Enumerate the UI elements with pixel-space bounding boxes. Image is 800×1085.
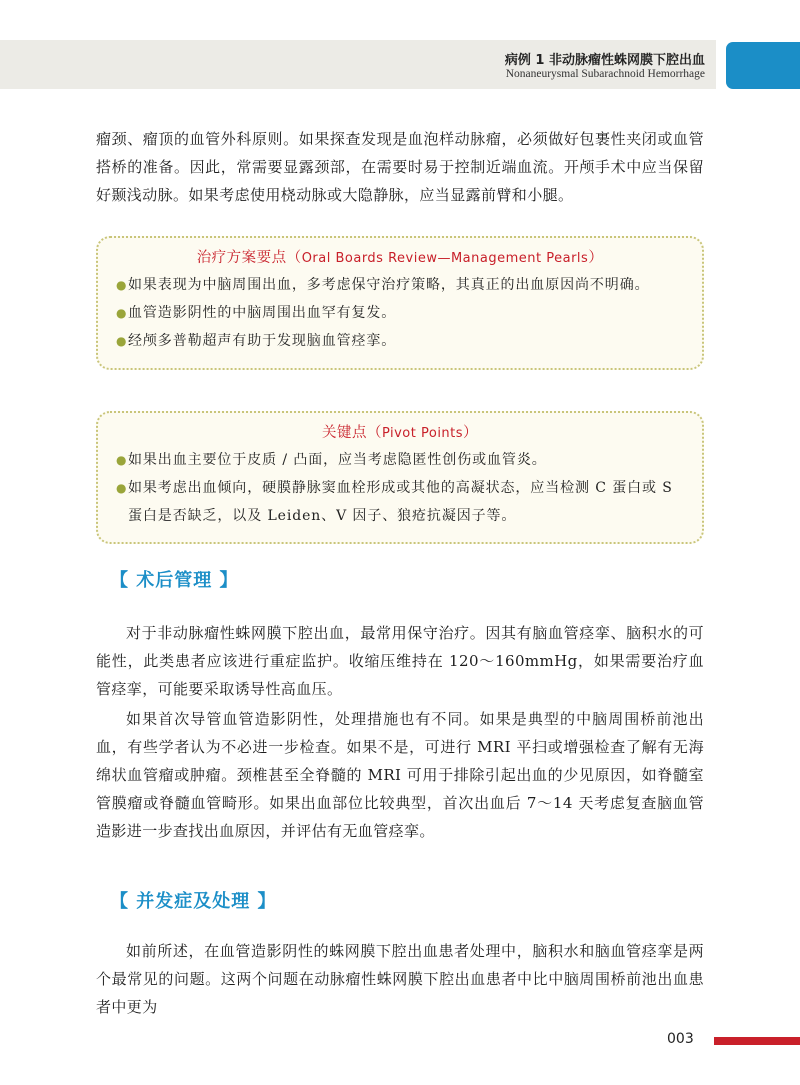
page-number: 003 — [667, 1031, 694, 1047]
bullet-icon: ● — [116, 278, 128, 292]
section-heading-complications: 【 并发症及处理 】 — [110, 891, 277, 912]
postop-paragraph-2: 如果首次导管血管造影阴性，处理措施也有不同。如果是典型的中脑周围桥前池出血，有些学者认为不必进一步检查。如果不是，可进行 MRI 平扫或增强检查了解有无海绵状血管瘤或肿瘤。颈椎甚至全脊髓的 MRI 可用于排除引起出血的少见原因，如脊髓室管膜瘤或脊髓血管畸形。如果出血部位比较典型，首次出血后 7～14 天考虑复查脑血管造影进一步查找出血原因，并评估有无血管痉挛。 — [96, 710, 704, 840]
pivot-point-item: ● 如果出血主要位于皮质 / 凸面，应当考虑隐匿性创伤或血管炎。 — [116, 446, 684, 474]
intro-paragraph: 瘤颈、瘤顶的血管外科原则。如果探查发现是血泡样动脉瘤，必须做好包裹性夹闭或血管搭桥的准备。因此，常需要显露颈部，在需要时易于控制近端血流。开颅手术中应当保留好颞浅动脉。如果考虑使用桡动脉或大隐静脉，应当显露前臂和小腿。 — [96, 130, 704, 204]
postop-paragraph-1: 对于非动脉瘤性蛛网膜下腔出血，最常用保守治疗。因其有脑血管痉挛、脑积水的可能性，此类患者应该进行重症监护。收缩压维持在 120～160mmHg，如果需要治疗血管痉挛，可能要采取诱导性高血压。 — [96, 624, 704, 698]
complications-paragraph-1: 如前所述，在血管造影阴性的蛛网膜下腔出血患者处理中，脑积水和脑血管痉挛是两个最常见的问题。这两个问题在动脉瘤性蛛网膜下腔出血患者中比中脑周围桥前池出血患者中更为 — [96, 942, 704, 1016]
pivot-points-box — [96, 411, 704, 544]
running-header-subtitle: Nonaneurysmal Subarachnoid Hemorrhage — [505, 68, 705, 80]
pivot-points-title: 关键点（Pivot Points） — [321, 425, 479, 441]
management-pearls-box — [96, 236, 704, 370]
bullet-icon: ● — [116, 334, 128, 348]
management-pearls-title: 治疗方案要点（Oral Boards Review—Management Pearls） — [196, 250, 604, 266]
chapter-tab — [726, 42, 800, 89]
pivot-point-item: ● 如果考虑出血倾向，硬膜静脉窦血栓形成或其他的高凝状态，应当检测 C 蛋白或 S 蛋白是否缺乏，以及 Leiden、V 因子、狼疮抗凝因子等。 — [116, 474, 684, 530]
management-pearl-item: ● 经颅多普勒超声有助于发现脑血管痉挛。 — [116, 327, 684, 355]
running-header-title: 病例 1 非动脉瘤性蛛网膜下腔出血 — [504, 53, 705, 68]
section-heading-postop: 【 术后管理 】 — [110, 570, 239, 591]
bullet-icon: ● — [116, 306, 128, 320]
bullet-icon: ● — [116, 453, 128, 467]
bullet-icon: ● — [116, 481, 128, 495]
management-pearl-item: ● 如果表现为中脑周围出血，多考虑保守治疗策略，其真正的出血原因尚不明确。 — [116, 271, 684, 299]
page-number-bar — [714, 1037, 800, 1045]
management-pearl-item: ● 血管造影阴性的中脑周围出血罕有复发。 — [116, 299, 684, 327]
